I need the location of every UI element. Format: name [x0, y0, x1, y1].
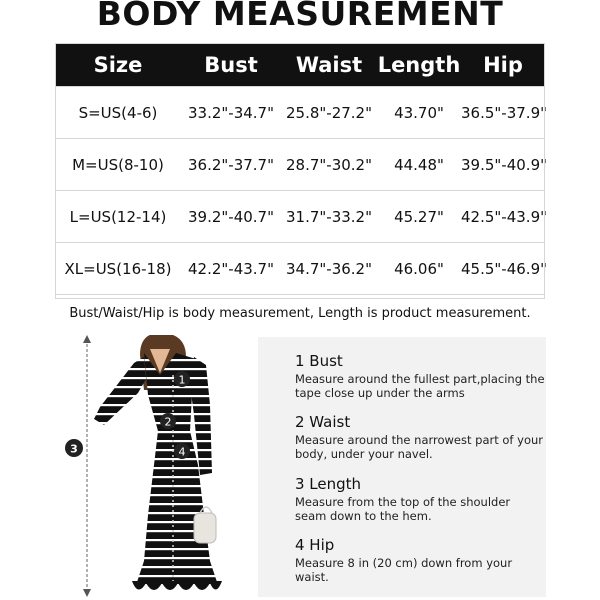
size-cell: L=US(12-14) [55, 191, 181, 243]
hip-cell: 42.5"-43.9" [461, 191, 545, 243]
bust-cell: 33.2"-34.7" [181, 87, 281, 139]
length-cell: 43.70" [377, 87, 461, 139]
length-cell: 46.06" [377, 243, 461, 295]
hip-cell: 36.5"-37.9" [461, 87, 545, 139]
header-hip: Hip [461, 43, 545, 87]
dress-figure-illustration [60, 335, 260, 600]
waist-cell: 34.7"-36.2" [281, 243, 377, 295]
table-row [55, 243, 545, 295]
waist-cell: 31.7"-33.2" [281, 191, 377, 243]
table-row [55, 87, 545, 139]
instruction-title: 1 Bust [295, 352, 343, 370]
size-cell: S=US(4-6) [55, 87, 181, 139]
table-header-row [55, 43, 545, 87]
bust-marker-label: 1 [178, 373, 186, 387]
arrow-down-icon [83, 589, 91, 597]
instruction-length [295, 475, 545, 523]
instruction-title: 2 Waist [295, 413, 351, 431]
size-chart-table [55, 43, 548, 295]
bust-cell: 36.2"-37.7" [181, 139, 281, 191]
instruction-waist [295, 413, 545, 461]
instruction-desc: Measure from the top of the shoulder seam down to the hem. [295, 495, 511, 523]
instruction-hip [295, 536, 545, 584]
instruction-title: 3 Length [295, 475, 362, 493]
handbag [194, 513, 216, 543]
header-size: Size [55, 43, 181, 87]
arrow-up-icon [83, 335, 91, 343]
hip-cell: 45.5"-46.9" [461, 243, 545, 295]
bust-cell: 42.2"-43.7" [181, 243, 281, 295]
size-cell: XL=US(16-18) [55, 243, 181, 295]
length-marker-label: 3 [70, 442, 78, 456]
instruction-desc: Measure around the fullest part,placing the tape close up under the arms [295, 372, 545, 400]
instruction-desc: Measure 8 in (20 cm) down from your waist. [295, 556, 513, 584]
size-cell: M=US(8-10) [55, 139, 181, 191]
table-row [55, 191, 545, 243]
bust-cell: 39.2"-40.7" [181, 191, 281, 243]
header-length: Length [377, 43, 461, 87]
page-title: BODY MEASUREMENT [96, 0, 504, 33]
ruffle-hem [132, 581, 222, 590]
measurement-note: Bust/Waist/Hip is body measurement, Length is product measurement. [69, 306, 531, 321]
instructions-panel [258, 337, 546, 597]
header-bust: Bust [181, 43, 281, 87]
hip-marker-label: 4 [178, 445, 186, 459]
waist-cell: 25.8"-27.2" [281, 87, 377, 139]
instruction-desc: Measure around the narrowest part of your body, under your navel. [295, 433, 543, 461]
waist-cell: 28.7"-30.2" [281, 139, 377, 191]
length-cell: 44.48" [377, 139, 461, 191]
left-sleeve [94, 357, 146, 425]
length-cell: 45.27" [377, 191, 461, 243]
waist-marker-label: 2 [164, 415, 172, 429]
hip-cell: 39.5"-40.9" [461, 139, 545, 191]
instruction-bust [295, 352, 545, 400]
instruction-title: 4 Hip [295, 536, 335, 554]
header-waist: Waist [281, 43, 377, 87]
table-row [55, 139, 545, 191]
